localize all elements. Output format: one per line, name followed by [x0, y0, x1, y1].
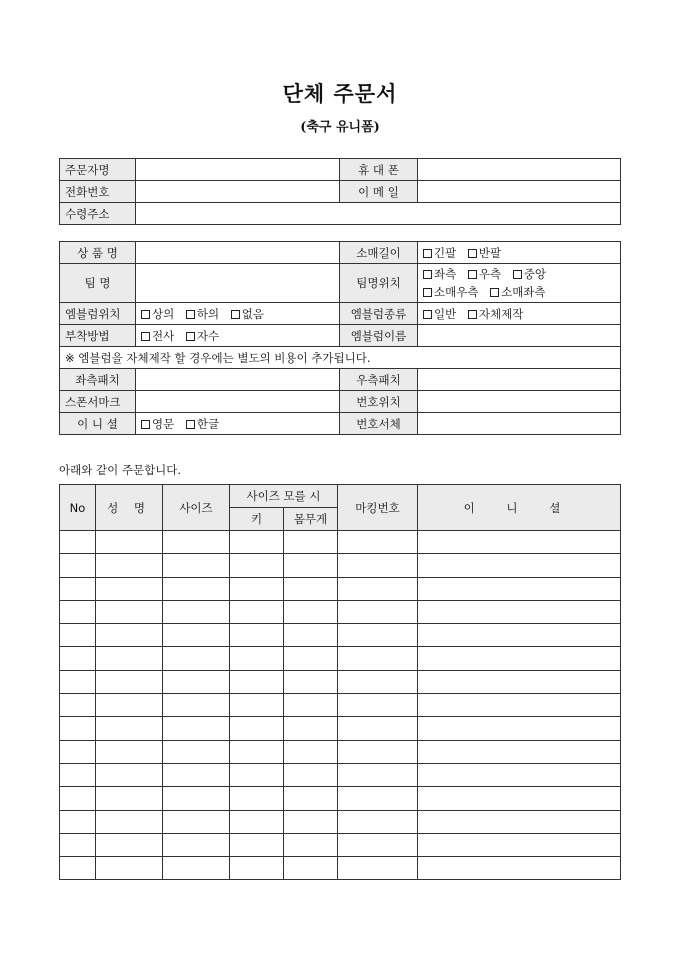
initial-cell[interactable] — [418, 857, 621, 880]
sleeve-long-label: 긴팔 — [434, 245, 457, 260]
name-cell[interactable] — [96, 740, 163, 763]
address-field[interactable] — [136, 203, 621, 225]
initial-cell[interactable] — [418, 717, 621, 740]
team-pos-right-checkbox[interactable] — [468, 270, 477, 279]
mobile-label: 휴 대 폰 — [340, 159, 418, 181]
emblem-pos-top-checkbox[interactable] — [141, 310, 150, 319]
order-rows — [60, 531, 621, 880]
team-pos-options — [418, 264, 621, 303]
number-font-label: 번호서체 — [340, 413, 418, 435]
team-pos-center-label: 중앙 — [523, 267, 546, 281]
size-cell[interactable] — [163, 694, 230, 717]
sleeve-long-checkbox[interactable] — [423, 249, 432, 258]
no-cell[interactable] — [60, 857, 96, 880]
emblem-type-custom-checkbox[interactable] — [468, 310, 477, 319]
col-unknown-size-header: 사이즈 모를 시 — [230, 485, 338, 508]
col-height-header: 키 — [230, 508, 284, 531]
name-cell[interactable] — [96, 810, 163, 833]
order-row — [60, 857, 621, 880]
name-cell[interactable] — [96, 647, 163, 670]
initial-cell[interactable] — [418, 810, 621, 833]
initial-cell[interactable] — [418, 787, 621, 810]
initial-options — [136, 413, 340, 435]
height-cell[interactable] — [230, 740, 284, 763]
orderer-name-label: 주문자명 — [60, 159, 136, 181]
marking-cell[interactable] — [338, 717, 418, 740]
team-label: 팀 명 — [60, 264, 136, 303]
marking-cell[interactable] — [338, 624, 418, 647]
team-pos-sleeve-left-label: 소매좌측 — [501, 285, 546, 299]
sleeve-short-checkbox[interactable] — [468, 249, 477, 258]
attach-print-label: 전사 — [152, 328, 175, 343]
col-name-header: 성 명 — [96, 485, 163, 531]
initial-cell[interactable] — [418, 694, 621, 717]
emblem-type-custom-label: 자체제작 — [478, 306, 524, 321]
no-cell[interactable] — [60, 600, 96, 623]
no-cell[interactable] — [60, 717, 96, 740]
weight-cell[interactable] — [284, 670, 338, 693]
weight-cell[interactable] — [284, 624, 338, 647]
email-label: 이 메 일 — [340, 181, 418, 203]
team-pos-sleeve-right-checkbox[interactable] — [423, 288, 432, 297]
emblem-type-general-checkbox[interactable] — [423, 310, 432, 319]
emblem-pos-options — [136, 303, 340, 325]
order-row — [60, 740, 621, 763]
name-cell[interactable] — [96, 531, 163, 554]
size-cell[interactable] — [163, 624, 230, 647]
right-patch-field[interactable] — [418, 369, 621, 391]
left-patch-label: 좌측패치 — [60, 369, 136, 391]
emblem-pos-bottom-label: 하의 — [196, 306, 220, 321]
initial-english-label: 영문 — [152, 416, 175, 431]
initial-cell[interactable] — [418, 531, 621, 554]
height-cell[interactable] — [230, 531, 284, 554]
name-cell[interactable] — [96, 857, 163, 880]
weight-cell[interactable] — [284, 531, 338, 554]
no-cell[interactable] — [60, 740, 96, 763]
attach-print-checkbox[interactable] — [141, 332, 150, 341]
product-label: 상 품 명 — [60, 242, 136, 264]
initial-label: 이 니 셜 — [60, 413, 136, 435]
no-cell[interactable] — [60, 531, 96, 554]
team-pos-center-checkbox[interactable] — [513, 270, 522, 279]
weight-cell[interactable] — [284, 577, 338, 600]
number-pos-label: 번호위치 — [340, 391, 418, 413]
marking-cell[interactable] — [338, 857, 418, 880]
no-cell[interactable] — [60, 624, 96, 647]
height-cell[interactable] — [230, 810, 284, 833]
phone-field[interactable] — [136, 181, 340, 203]
sleeve-options — [418, 242, 621, 264]
marking-cell[interactable] — [338, 694, 418, 717]
height-cell[interactable] — [230, 833, 284, 856]
team-pos-left-checkbox[interactable] — [423, 270, 432, 279]
emblem-note: ※ 엠블럼을 자체제작 할 경우에는 별도의 비용이 추가됩니다. — [60, 347, 621, 369]
orderer-info-table — [59, 158, 621, 225]
weight-cell[interactable] — [284, 740, 338, 763]
emblem-pos-none-label: 없음 — [241, 306, 264, 321]
height-cell[interactable] — [230, 717, 284, 740]
emblem-name-field[interactable] — [418, 325, 621, 347]
weight-cell[interactable] — [284, 600, 338, 623]
height-cell[interactable] — [230, 763, 284, 786]
initial-korean-checkbox[interactable] — [186, 420, 195, 429]
product-field[interactable] — [136, 242, 340, 264]
size-cell[interactable] — [163, 531, 230, 554]
initial-cell[interactable] — [418, 647, 621, 670]
initial-cell[interactable] — [418, 763, 621, 786]
emblem-type-options — [418, 303, 621, 325]
sponsor-field[interactable] — [136, 391, 340, 413]
marking-cell[interactable] — [338, 600, 418, 623]
document-title: 단체 주문서 — [282, 81, 398, 106]
weight-cell[interactable] — [284, 717, 338, 740]
name-cell[interactable] — [96, 577, 163, 600]
sleeve-label: 소매길이 — [340, 242, 418, 264]
name-cell[interactable] — [96, 833, 163, 856]
attach-label: 부착방법 — [60, 325, 136, 347]
initial-english-checkbox[interactable] — [141, 420, 150, 429]
size-cell[interactable] — [163, 740, 230, 763]
no-cell[interactable] — [60, 694, 96, 717]
order-row — [60, 694, 621, 717]
attach-embroidery-checkbox[interactable] — [186, 332, 195, 341]
size-cell[interactable] — [163, 717, 230, 740]
no-cell[interactable] — [60, 787, 96, 810]
size-cell[interactable] — [163, 600, 230, 623]
order-row — [60, 624, 621, 647]
attach-embroidery-label: 자수 — [196, 328, 220, 343]
phone-label: 전화번호 — [60, 181, 136, 203]
initial-cell[interactable] — [418, 740, 621, 763]
height-cell[interactable] — [230, 554, 284, 577]
name-cell[interactable] — [96, 787, 163, 810]
size-cell[interactable] — [163, 577, 230, 600]
weight-cell[interactable] — [284, 857, 338, 880]
order-row — [60, 647, 621, 670]
emblem-pos-bottom-checkbox[interactable] — [186, 310, 195, 319]
marking-cell[interactable] — [338, 670, 418, 693]
marking-cell[interactable] — [338, 647, 418, 670]
weight-cell[interactable] — [284, 833, 338, 856]
order-row — [60, 763, 621, 786]
name-cell[interactable] — [96, 717, 163, 740]
initial-cell[interactable] — [418, 670, 621, 693]
weight-cell[interactable] — [284, 694, 338, 717]
name-cell[interactable] — [96, 554, 163, 577]
weight-cell[interactable] — [284, 763, 338, 786]
height-cell[interactable] — [230, 647, 284, 670]
order-row — [60, 531, 621, 554]
name-cell[interactable] — [96, 763, 163, 786]
weight-cell[interactable] — [284, 554, 338, 577]
name-cell[interactable] — [96, 694, 163, 717]
order-row — [60, 810, 621, 833]
initial-cell[interactable] — [418, 833, 621, 856]
size-cell[interactable] — [163, 554, 230, 577]
name-cell[interactable] — [96, 624, 163, 647]
order-row — [60, 670, 621, 693]
col-no-header: No — [60, 485, 96, 531]
number-font-field[interactable] — [418, 413, 621, 435]
right-patch-label: 우측패치 — [340, 369, 418, 391]
initial-korean-label: 한글 — [196, 416, 220, 431]
marking-cell[interactable] — [338, 577, 418, 600]
team-pos-sleeve-right-label: 소매우측 — [434, 285, 479, 299]
order-note: 아래와 같이 주문합니다. — [59, 463, 182, 477]
emblem-pos-none-checkbox[interactable] — [231, 310, 240, 319]
marking-cell[interactable] — [338, 554, 418, 577]
left-patch-field[interactable] — [136, 369, 340, 391]
col-initial-header: 이 니 셜 — [418, 485, 621, 531]
size-cell[interactable] — [163, 647, 230, 670]
size-cell[interactable] — [163, 763, 230, 786]
name-cell[interactable] — [96, 600, 163, 623]
col-size-header: 사이즈 — [163, 485, 230, 531]
emblem-name-label: 엠블럼이름 — [340, 325, 418, 347]
order-row — [60, 833, 621, 856]
col-marking-header: 마킹번호 — [338, 485, 418, 531]
initial-cell[interactable] — [418, 577, 621, 600]
height-cell[interactable] — [230, 787, 284, 810]
order-row — [60, 554, 621, 577]
weight-cell[interactable] — [284, 647, 338, 670]
attach-options — [136, 325, 340, 347]
order-row — [60, 717, 621, 740]
size-cell[interactable] — [163, 857, 230, 880]
emblem-type-label: 엠블럼종류 — [340, 303, 418, 325]
marking-cell[interactable] — [338, 531, 418, 554]
marking-cell[interactable] — [338, 833, 418, 856]
col-weight-header: 몸무게 — [284, 508, 338, 531]
team-pos-right-label: 우측 — [478, 267, 502, 281]
height-cell[interactable] — [230, 577, 284, 600]
team-pos-left-label: 좌측 — [434, 267, 457, 281]
height-cell[interactable] — [230, 600, 284, 623]
no-cell[interactable] — [60, 810, 96, 833]
height-cell[interactable] — [230, 694, 284, 717]
number-pos-field[interactable] — [418, 391, 621, 413]
team-pos-sleeve-left-checkbox[interactable] — [490, 288, 499, 297]
no-cell[interactable] — [60, 577, 96, 600]
team-field[interactable] — [136, 264, 340, 303]
sponsor-label: 스폰서마크 — [60, 391, 136, 413]
size-cell[interactable] — [163, 833, 230, 856]
height-cell[interactable] — [230, 624, 284, 647]
sleeve-short-label: 반팔 — [478, 245, 502, 260]
order-row — [60, 787, 621, 810]
marking-cell[interactable] — [338, 740, 418, 763]
name-cell[interactable] — [96, 670, 163, 693]
emblem-type-general-label: 일반 — [434, 306, 457, 321]
order-list-table — [59, 484, 621, 880]
initial-cell[interactable] — [418, 600, 621, 623]
no-cell[interactable] — [60, 833, 96, 856]
document-subtitle: (축구 유니폼) — [300, 120, 380, 135]
size-cell[interactable] — [163, 670, 230, 693]
no-cell[interactable] — [60, 763, 96, 786]
no-cell[interactable] — [60, 670, 96, 693]
mobile-field[interactable] — [418, 159, 621, 181]
size-cell[interactable] — [163, 810, 230, 833]
weight-cell[interactable] — [284, 787, 338, 810]
address-label: 수령주소 — [60, 203, 136, 225]
team-pos-label: 팀명위치 — [340, 264, 418, 303]
no-cell[interactable] — [60, 554, 96, 577]
emblem-pos-label: 엠블럼위치 — [60, 303, 136, 325]
marking-cell[interactable] — [338, 810, 418, 833]
order-row — [60, 600, 621, 623]
marking-cell[interactable] — [338, 787, 418, 810]
email-field[interactable] — [418, 181, 621, 203]
height-cell[interactable] — [230, 670, 284, 693]
order-row — [60, 577, 621, 600]
initial-cell[interactable] — [418, 554, 621, 577]
initial-cell[interactable] — [418, 624, 621, 647]
orderer-name-field[interactable] — [136, 159, 340, 181]
marking-cell[interactable] — [338, 763, 418, 786]
height-cell[interactable] — [230, 857, 284, 880]
emblem-pos-top-label: 상의 — [152, 306, 175, 321]
weight-cell[interactable] — [284, 810, 338, 833]
product-info-table — [59, 241, 621, 435]
no-cell[interactable] — [60, 647, 96, 670]
size-cell[interactable] — [163, 787, 230, 810]
